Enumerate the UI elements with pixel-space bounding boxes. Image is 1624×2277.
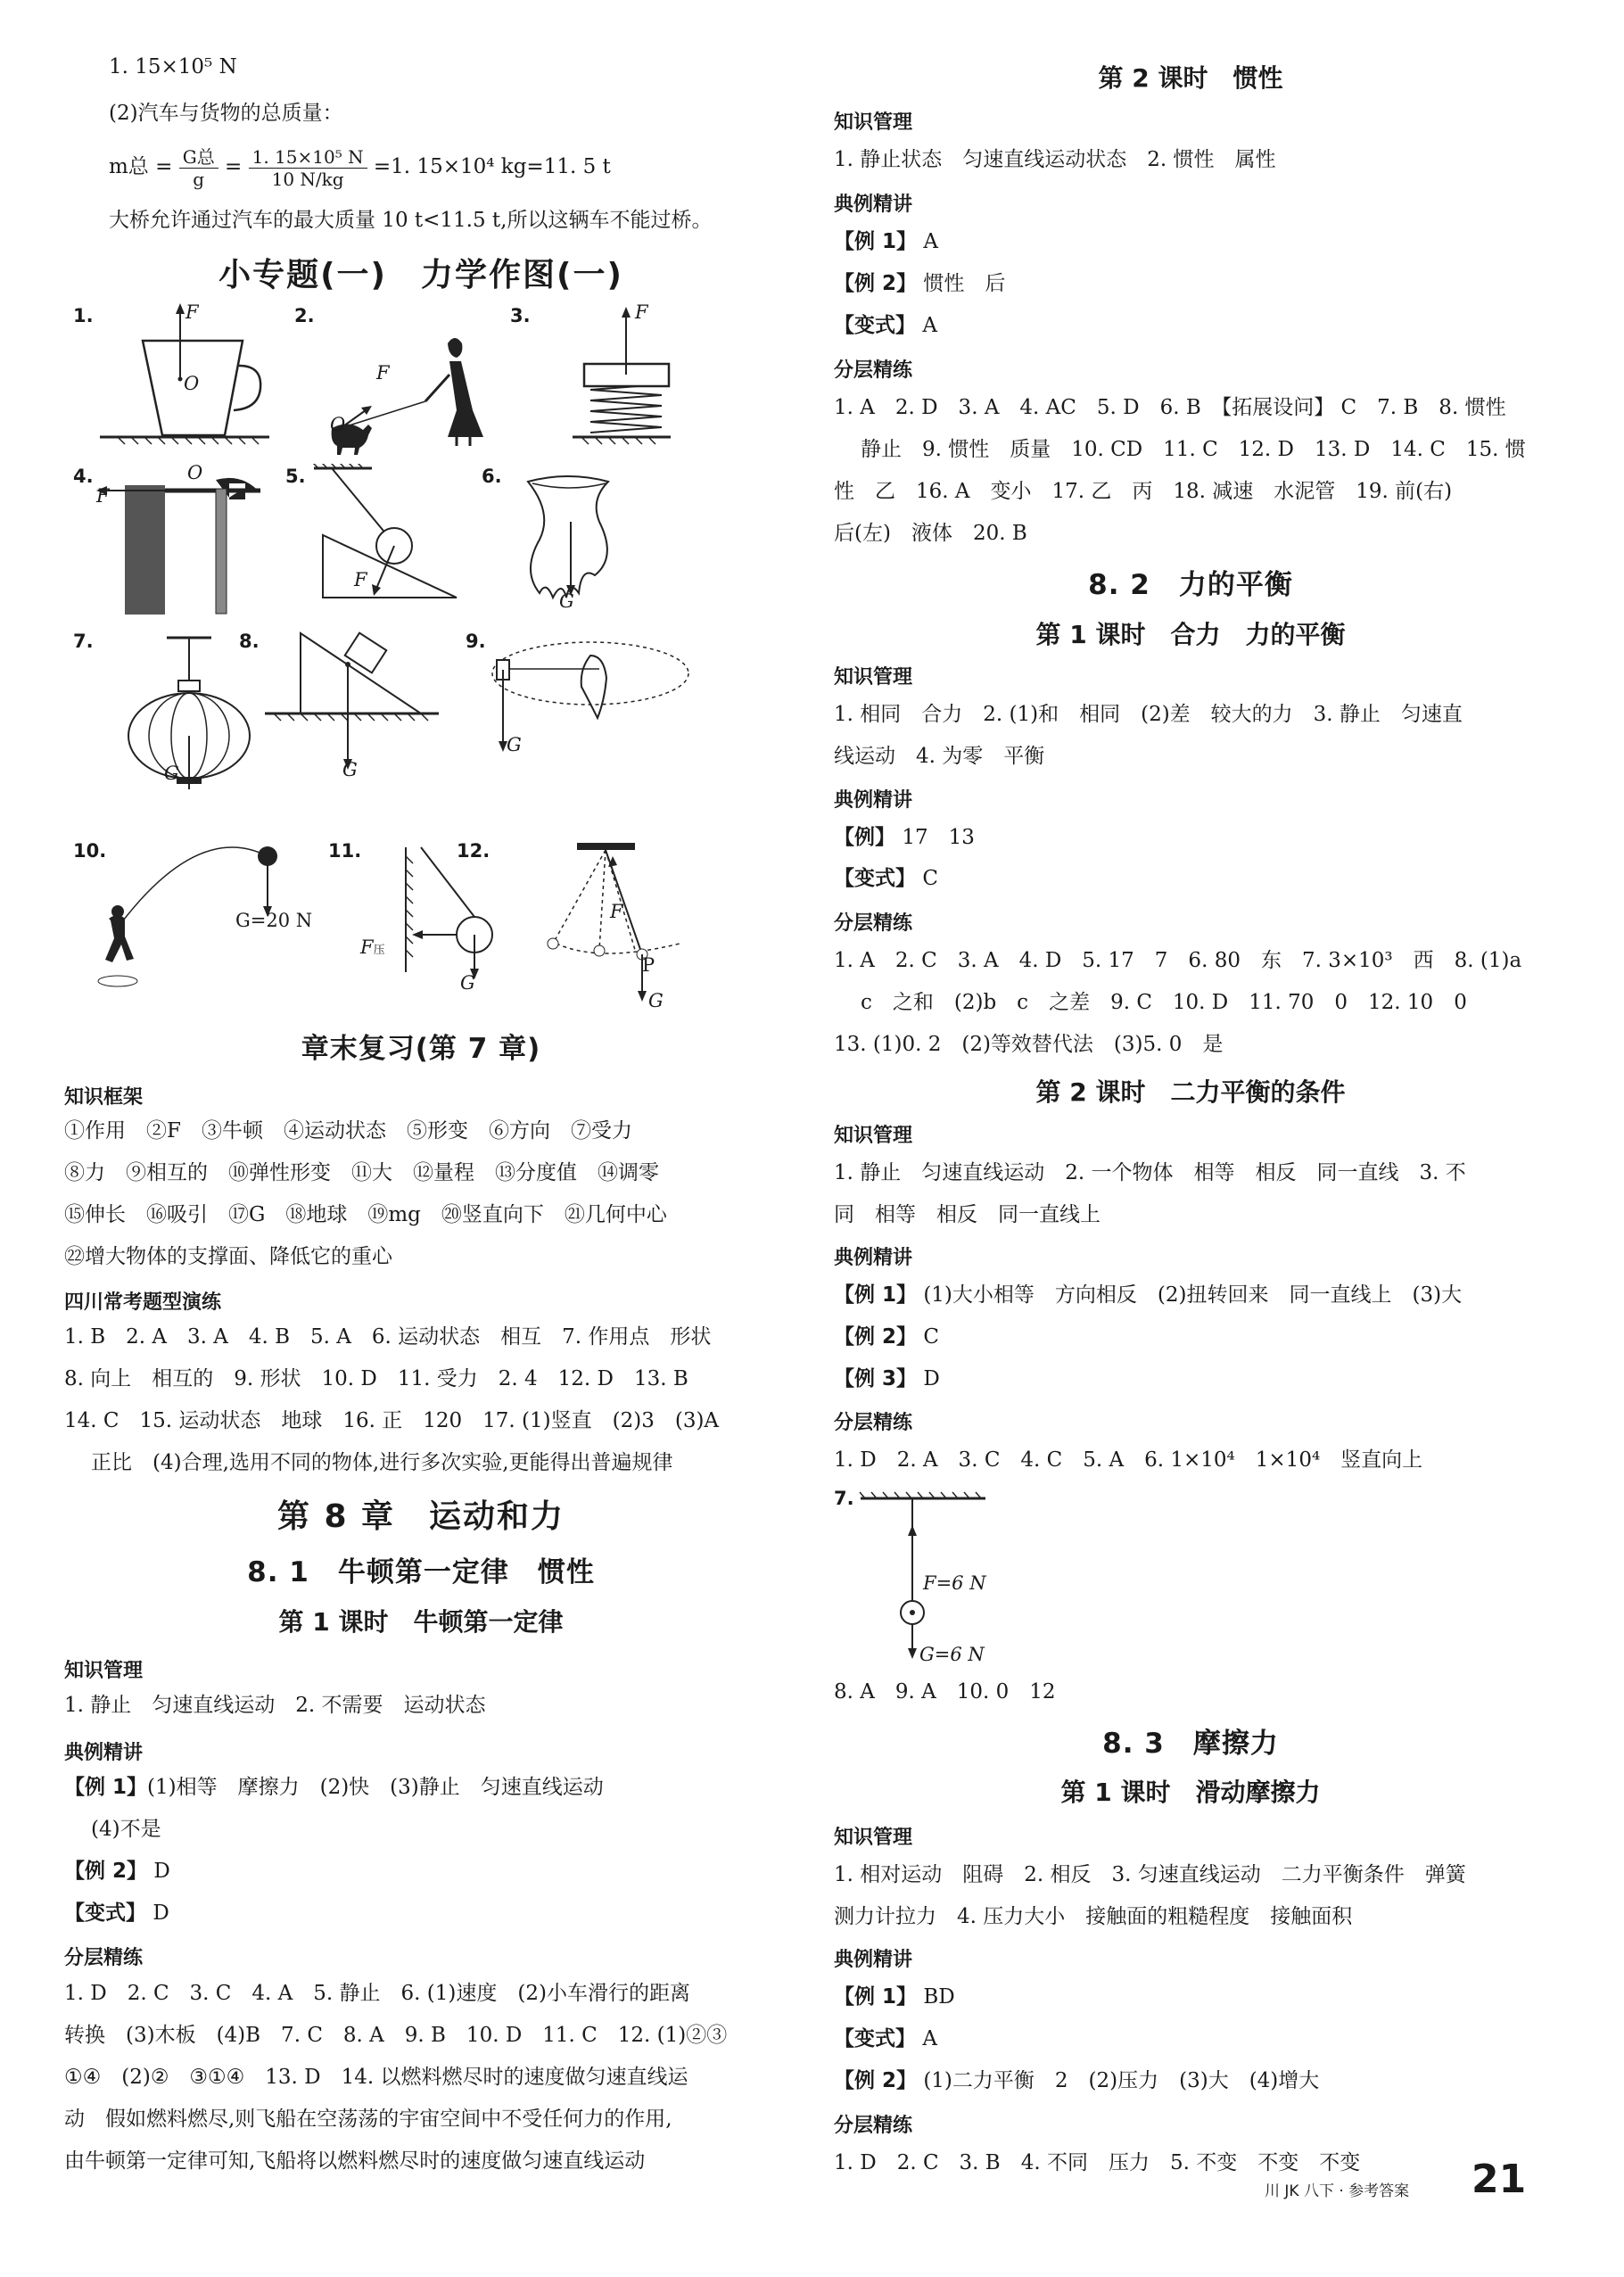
- section-title: 8. 1 牛顿第一定律 惯性: [247, 1556, 595, 1588]
- lesson-title: 第 1 课时 滑动摩擦力: [1060, 1778, 1321, 1807]
- lesson-title: 第 1 课时 合力 力的平衡: [1035, 620, 1346, 649]
- section-heading: 知识框架: [64, 1086, 144, 1109]
- answer-line: 大桥允许通过汽车的最大质量 10 t<11.5 t,所以这辆车不能过桥。: [109, 209, 713, 232]
- figures-row-3: 7. G 8. G 9. G: [64, 629, 778, 794]
- figures-row-4: 10. G=20 N 11. F压 G 12. F P G: [64, 838, 778, 1003]
- lesson-title: 第 1 课时 牛顿第一定律: [278, 1607, 564, 1637]
- review-title: 章末复习(第 7 章): [301, 1033, 541, 1065]
- fig-number: 1.: [73, 305, 94, 326]
- lesson-title: 第 2 课时 惯性: [1098, 63, 1283, 93]
- fig11-force-label: F压: [360, 936, 385, 958]
- formula-frac1: $\frac{\text{G总}}{g}$: [179, 146, 218, 190]
- figures-row-1: 1. F O 2. F O 3. F: [64, 303, 778, 455]
- answer-line: 1. 15×10⁵ N: [109, 55, 237, 78]
- page-number: 21: [1471, 2157, 1527, 2202]
- page-footer: 川 JK 八下 · 参考答案: [1265, 2182, 1410, 2200]
- formula-rhs: =1. 15×10⁴ kg=11. 5 t: [373, 155, 611, 178]
- chapter-title: 第 8 章 运动和力: [276, 1498, 565, 1535]
- section-title: 8. 3 摩擦力: [1102, 1728, 1279, 1760]
- special-topic-title: 小专题(一) 力学作图(一): [218, 257, 623, 293]
- lesson-title: 第 2 课时 二力平衡的条件: [1035, 1077, 1346, 1107]
- mass-formula: m总 = $\frac{\text{G总}}{g}$ = $\frac{\text{1. 15×10⁵ N}}{10 N/kg}$ =1. 15×10⁴ kg=11. 5 t: [109, 145, 611, 190]
- force-diagrams-1: [64, 303, 778, 455]
- formula-lhs: m总 =: [109, 155, 173, 178]
- formula-frac2: $\frac{\text{1. 15×10⁵ N}}{10 N/kg}$: [249, 146, 367, 190]
- section-title: 8. 2 力的平衡: [1088, 569, 1293, 601]
- equilibrium-figure: 7. F=6 N G=6 N: [834, 1488, 1101, 1666]
- force-diagrams-2: [64, 464, 778, 624]
- force-diagrams-4: [64, 838, 778, 1003]
- figures-row-2: 4. F O 5. F 6. G: [64, 464, 778, 624]
- answer-line: (2)汽车与货物的总质量：: [109, 102, 343, 125]
- section-heading: 四川常考题型演练: [64, 1291, 222, 1314]
